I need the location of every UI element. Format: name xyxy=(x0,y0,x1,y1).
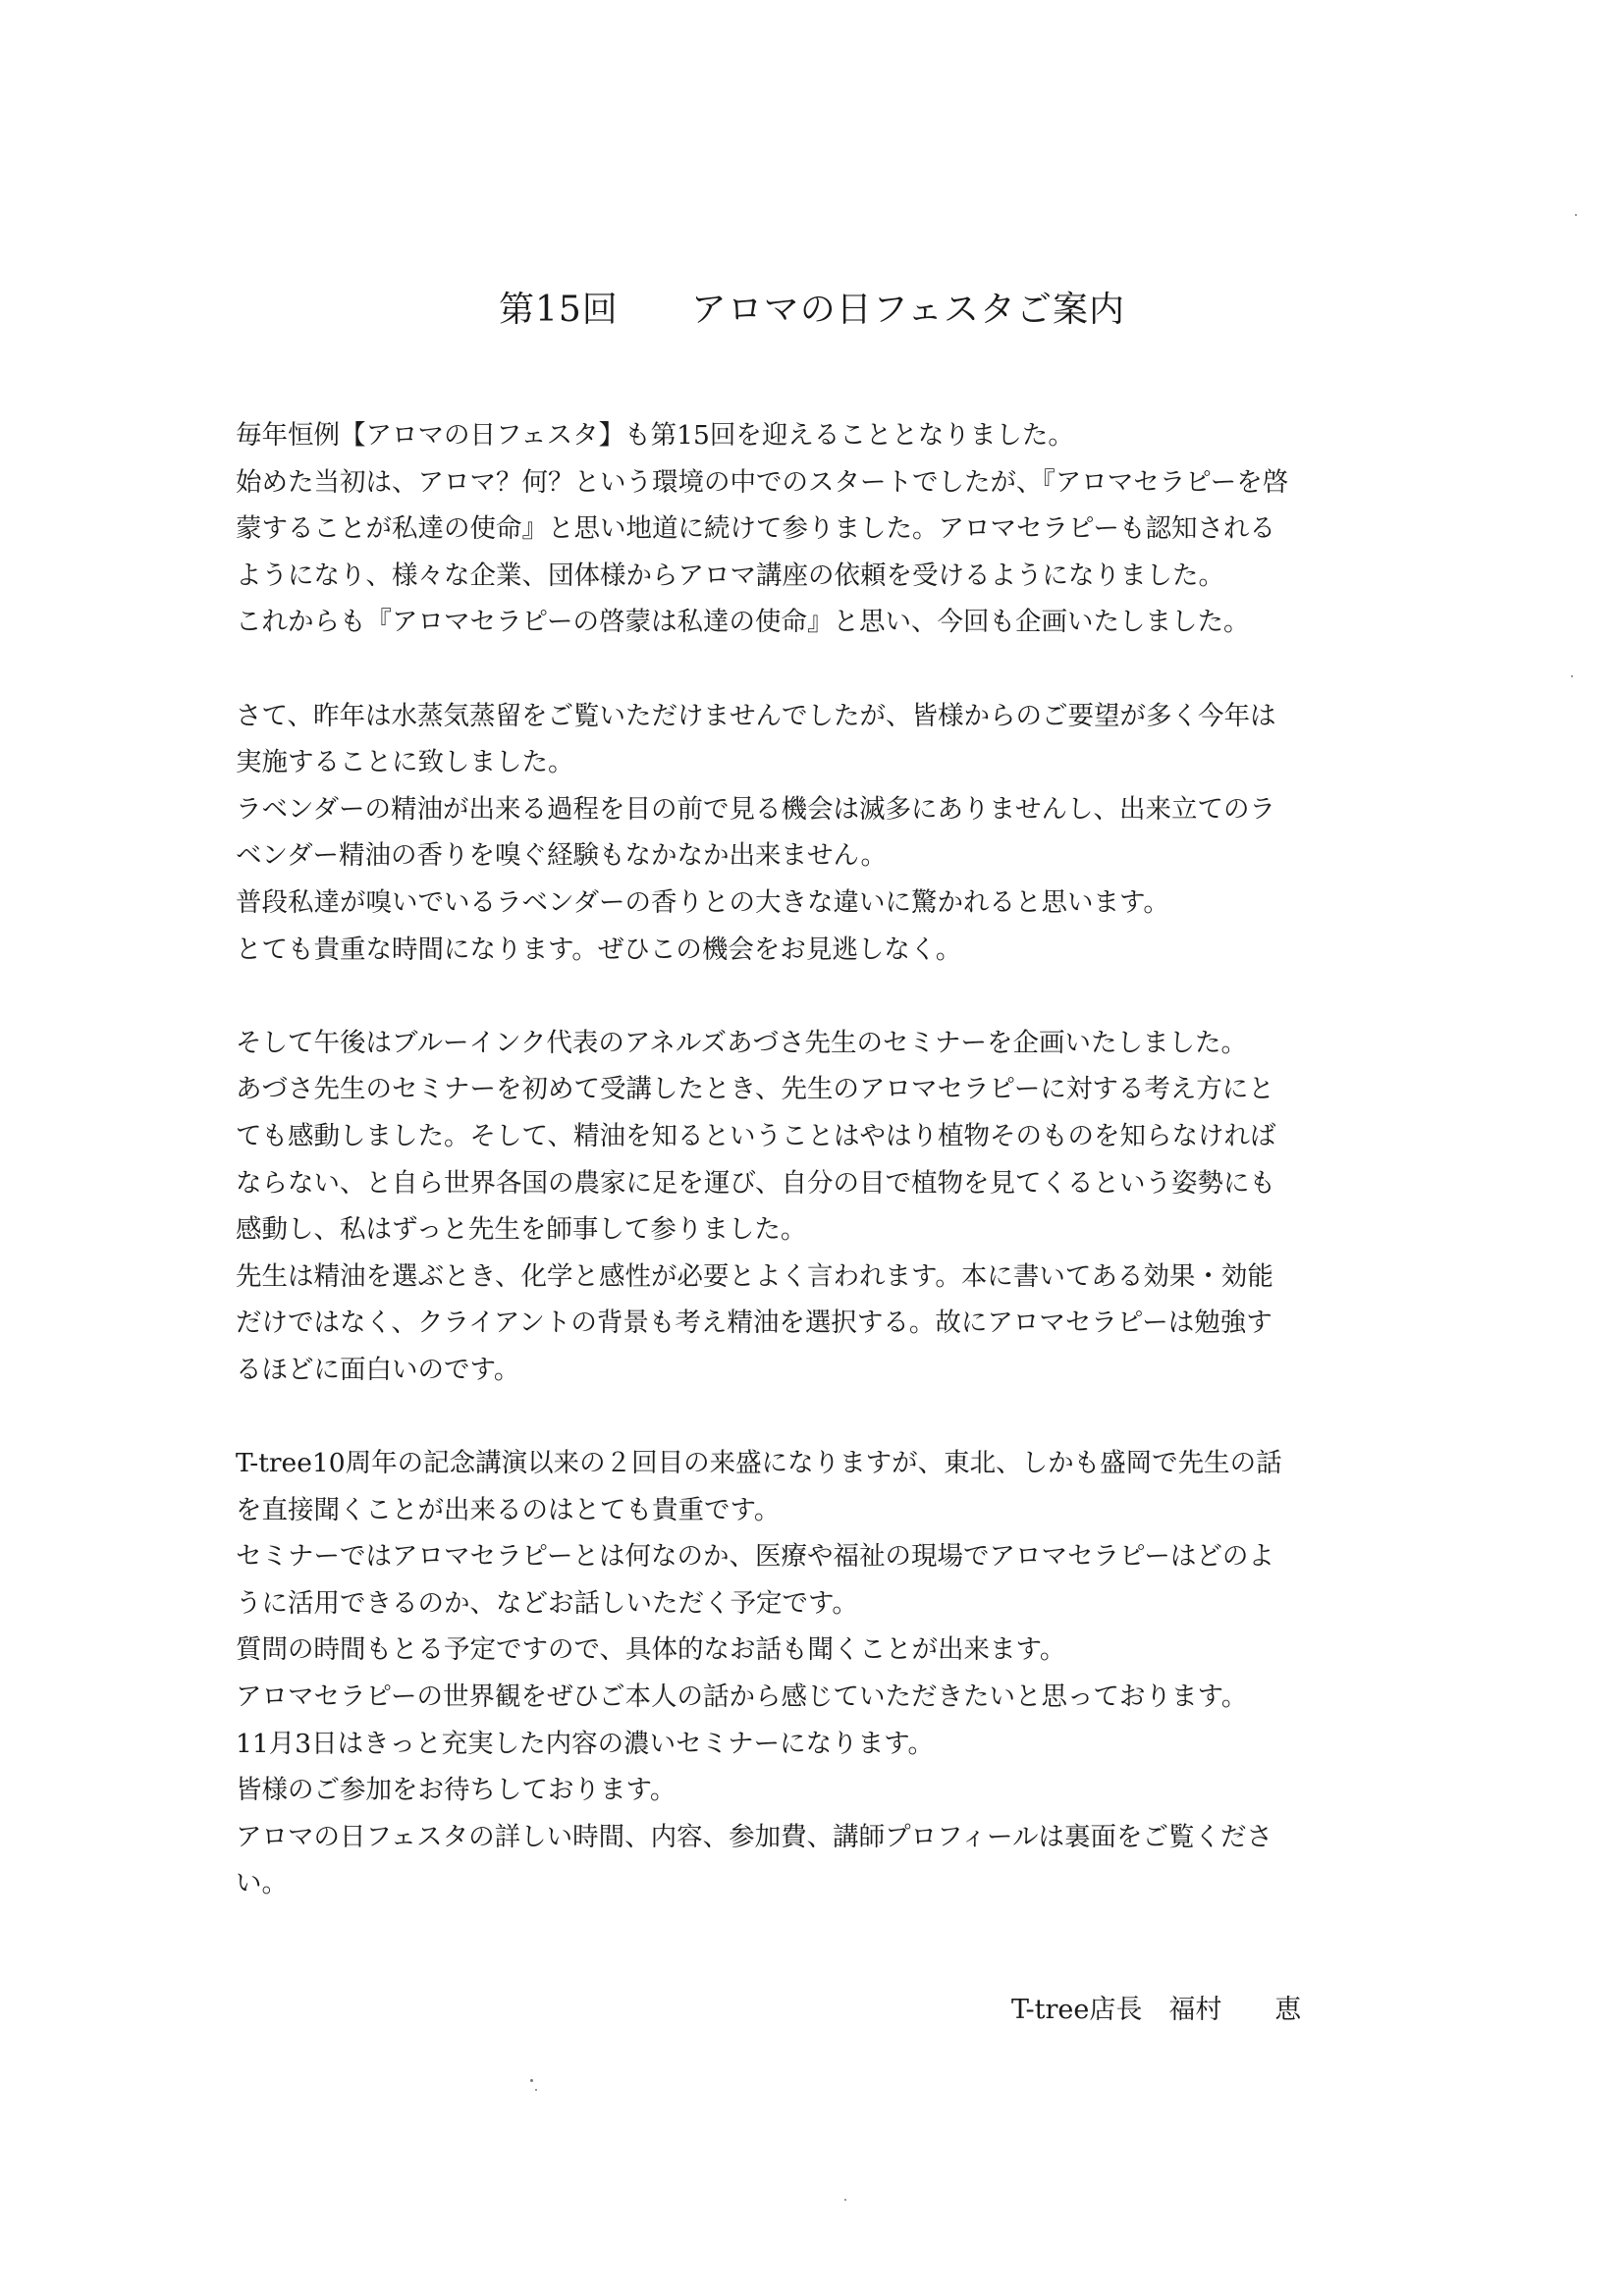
paragraph xyxy=(236,1020,1414,1394)
paragraph xyxy=(236,412,1414,646)
paragraph xyxy=(236,693,1414,974)
text-line: 普段私達が嗅いでいるラベンダーの香りとの大きな違いに驚かれると思います。 xyxy=(236,886,1169,918)
paragraph xyxy=(236,1440,1414,1907)
text-line: 11月3日はきっと充実した内容の濃いセミナーになります。 xyxy=(236,1728,934,1759)
text-line: アロマの日フェスタの詳しい時間、内容、参加費、講師プロフィールは裏面をご覧くださ xyxy=(236,1821,1273,1852)
scan-speck xyxy=(844,2199,846,2201)
scan-speck xyxy=(1575,214,1577,216)
text-line: ならない、と自ら世界各国の農家に足を運び、自分の目で植物を見てくるという姿勢にも xyxy=(236,1167,1275,1199)
document-title: 第15回 アロマの日フェスタご案内 xyxy=(498,290,1125,330)
letter-body xyxy=(236,412,1414,1954)
text-line: アロマセラピーの世界観をぜひご本人の話から感じていただきたいと思っております。 xyxy=(236,1682,1248,1713)
text-line: 毎年恒例【アロマの日フェスタ】も第15回を迎えることとなりました。 xyxy=(236,420,1074,451)
text-line: さて、昨年は水蒸気蒸留をご覧いただけませんでしたが、皆様からのご要望が多く今年は xyxy=(236,700,1276,731)
scan-speck xyxy=(530,2079,533,2082)
text-line: 実施することに致しました。 xyxy=(236,747,574,778)
text-line: るほどに面白いのです。 xyxy=(236,1354,520,1385)
text-line: ラベンダーの精油が出来る過程を目の前で見る機会は滅多にありませんし、出来立てのラ xyxy=(236,793,1275,825)
text-line: ベンダー精油の香りを嗅ぐ経験もなかなか出来ません。 xyxy=(236,840,888,872)
text-line: い。 xyxy=(236,1868,288,1899)
text-line: ようになり、様々な企業、団体様からアロマ講座の依頼を受けるようになりました。 xyxy=(236,560,1224,591)
text-line: 始めた当初は、アロマ？何？という環境の中でのスタートでしたが、『アロマセラピーを啓 xyxy=(236,466,1289,498)
text-line: を直接聞くことが出来るのはとても貴重です。 xyxy=(236,1494,781,1525)
text-line: 皆様のご参加をお待ちしております。 xyxy=(236,1775,677,1806)
text-line: ても感動しました。そして、精油を知るということはやはり植物そのものを知らなければ xyxy=(236,1120,1276,1151)
text-line: 先生は精油を選ぶとき、化学と感性が必要とよく言われます。本に書いてある効果・効能 xyxy=(236,1260,1273,1292)
text-line: そして午後はブルーインク代表のアネルズあづさ先生のセミナーを企画いたしました。 xyxy=(236,1027,1248,1058)
text-line: あづさ先生のセミナーを初めて受講したとき、先生のアロマセラピーに対する考え方にと xyxy=(236,1074,1274,1105)
text-line: だけではなく、クライアントの背景も考え精油を選択する。故にアロマセラピーは勉強す xyxy=(236,1308,1272,1339)
text-line: 感動し、私はずっと先生を師事して参りました。 xyxy=(236,1214,807,1246)
text-line: 蒙することが私達の使命』と思い地道に続けて参りました。アロマセラピーも認知される xyxy=(236,513,1275,545)
text-line: とても貴重な時間になります。ぜひこの機会をお見逃しなく。 xyxy=(236,934,962,965)
text-line: セミナーではアロマセラピーとは何なのか、医療や福祉の現場でアロマセラピーはどのよ xyxy=(236,1541,1274,1573)
text-line: 質問の時間もとる予定ですので、具体的なお話も聞くことが出来ます。 xyxy=(236,1634,1066,1666)
text-line: うに活用できるのか、などお話しいただく予定です。 xyxy=(236,1587,858,1619)
signature: T-tree店長 福村 恵 xyxy=(1011,1995,1302,2025)
text-line: T-tree10周年の記念講演以来の２回目の来盛になりますが、東北、しかも盛岡で先生の話 xyxy=(236,1448,1282,1479)
scan-speck xyxy=(1571,675,1573,677)
scan-speck xyxy=(535,2089,537,2091)
text-line: これからも『アロマセラピーの啓蒙は私達の使命』と思い、今回も企画いたしました。 xyxy=(236,607,1250,638)
